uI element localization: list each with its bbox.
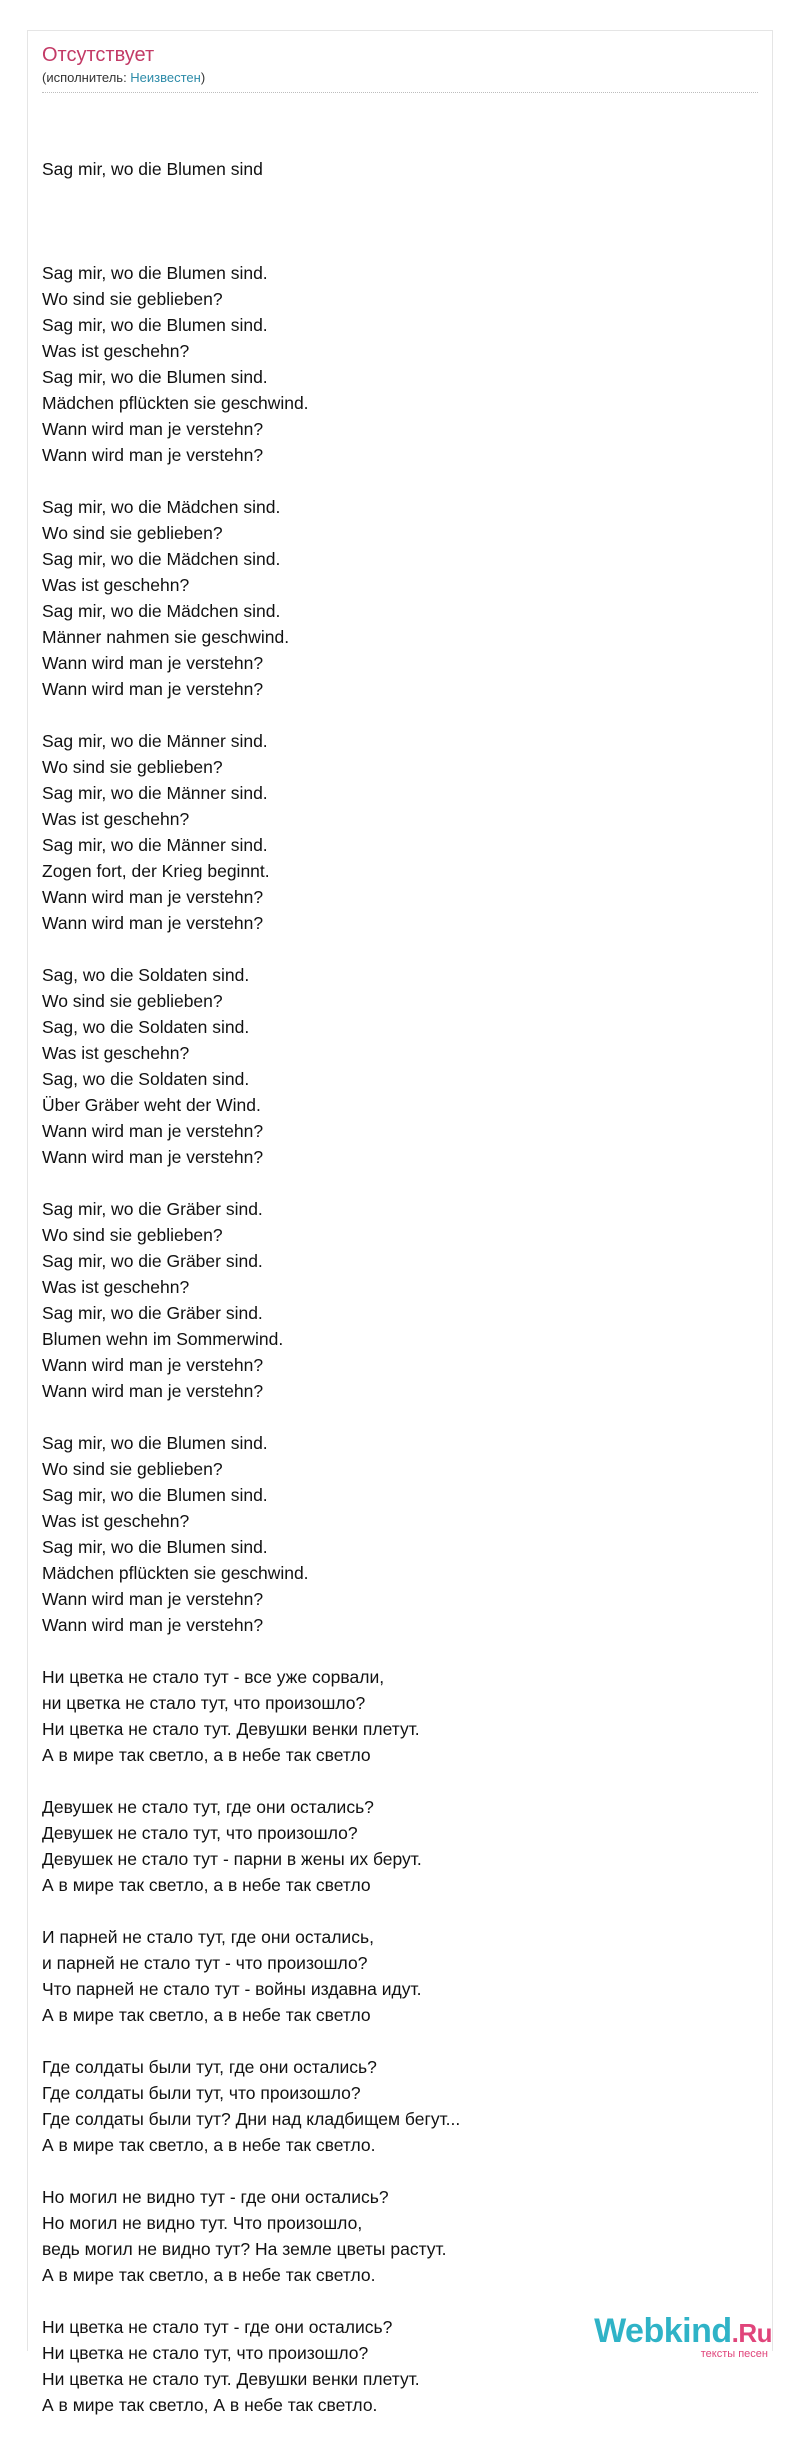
lyrics-line: Mädchen pflückten sie geschwind. <box>42 393 309 413</box>
lyrics-line: Blumen wehn im Sommerwind. <box>42 1329 284 1349</box>
lyrics-line: А в мире так светло, а в небе так светло <box>42 1745 371 1765</box>
lyrics-line: Где солдаты были тут? Дни над кладбищем бегут... <box>42 2109 461 2129</box>
lyrics-line: Wo sind sie geblieben? <box>42 1459 223 1479</box>
lyrics-stanza <box>42 2054 740 2158</box>
lyrics-line: Sag, wo die Soldaten sind. <box>42 1017 250 1037</box>
lyrics-line: Was ist geschehn? <box>42 809 190 829</box>
lyrics-line: А в мире так светло, а в небе так светло <box>42 1875 371 1895</box>
lyrics-line: Wann wird man je verstehn? <box>42 419 264 439</box>
artist-line <box>42 70 758 86</box>
lyrics-line: Sag mir, wo die Blumen sind. <box>42 263 268 283</box>
lyrics-line: Где солдаты были тут, что произошло? <box>42 2083 361 2103</box>
song-heading-block <box>42 156 740 182</box>
lyrics-stanza <box>42 728 740 936</box>
lyrics-line: Sag mir, wo die Blumen sind. <box>42 1433 268 1453</box>
lyrics-stanza <box>42 494 740 702</box>
lyrics-line: Wann wird man je verstehn? <box>42 1589 264 1609</box>
lyrics-line: Wo sind sie geblieben? <box>42 1225 223 1245</box>
lyrics-line: Wann wird man je verstehn? <box>42 653 264 673</box>
lyrics-line: ведь могил не видно тут? На земле цветы растут. <box>42 2239 447 2259</box>
lyrics-line: Sag, wo die Soldaten sind. <box>42 1069 250 1089</box>
lyrics-line: Sag mir, wo die Männer sind. <box>42 835 268 855</box>
lyrics-line: Ни цветка не стало тут - все уже сорвали, <box>42 1667 385 1687</box>
lyrics-line: Sag mir, wo die Mädchen sind. <box>42 601 281 621</box>
lyrics-line: Ни цветка не стало тут. Девушки венки плетут. <box>42 1719 420 1739</box>
lyrics-line: Wann wird man je verstehn? <box>42 1381 264 1401</box>
lyrics-line: А в мире так светло, а в небе так светло. <box>42 2265 376 2285</box>
lyrics-line: Wann wird man je verstehn? <box>42 887 264 907</box>
lyrics-line: Sag mir, wo die Blumen sind. <box>42 315 268 335</box>
lyrics-line: Sag mir, wo die Männer sind. <box>42 783 268 803</box>
lyrics-line: Девушек не стало тут - парни в жены их берут. <box>42 1849 422 1869</box>
lyrics-stanza <box>42 962 740 1170</box>
lyrics-line: Ни цветка не стало тут - где они остались? <box>42 2317 393 2337</box>
lyrics-line: Sag mir, wo die Gräber sind. <box>42 1251 263 1271</box>
logo-tagline: тексты песен <box>700 2348 768 2360</box>
lyrics-line: Wann wird man je verstehn? <box>42 1147 264 1167</box>
lyrics-line: Was ist geschehn? <box>42 575 190 595</box>
lyrics-line: А в мире так светло, а в небе так светло <box>42 2005 371 2025</box>
lyrics-line: Wann wird man je verstehn? <box>42 913 264 933</box>
lyrics-line: Sag mir, wo die Blumen sind. <box>42 1485 268 1505</box>
lyrics-line: Sag mir, wo die Blumen sind. <box>42 1537 268 1557</box>
lyrics-stanza <box>42 1430 740 1638</box>
lyrics-line: Wann wird man je verstehn? <box>42 1355 264 1375</box>
lyrics-line: Wo sind sie geblieben? <box>42 757 223 777</box>
logo-name: Webkind <box>594 2312 732 2350</box>
song-header <box>42 42 758 86</box>
lyrics-line: ни цветка не стало тут, что произошло? <box>42 1693 366 1713</box>
lyrics-line: Was ist geschehn? <box>42 1511 190 1531</box>
lyrics-line: Wo sind sie geblieben? <box>42 991 223 1011</box>
lyrics-line: Was ist geschehn? <box>42 341 190 361</box>
lyrics-line: Sag mir, wo die Männer sind. <box>42 731 268 751</box>
lyrics-line: Но могил не видно тут. Что произошло, <box>42 2213 363 2233</box>
song-heading: Sag mir, wo die Blumen sind <box>42 159 263 179</box>
lyrics-line: Zogen fort, der Krieg beginnt. <box>42 861 270 881</box>
artist-suffix: ) <box>200 70 206 85</box>
lyrics-line: Wo sind sie geblieben? <box>42 523 223 543</box>
lyrics-stanza <box>42 260 740 468</box>
lyrics-line: и парней не стало тут - что произошло? <box>42 1953 368 1973</box>
lyrics-stanza <box>42 1924 740 2028</box>
lyrics-line: Sag mir, wo die Blumen sind. <box>42 367 268 387</box>
lyrics-line: Где солдаты были тут, где они остались? <box>42 2057 377 2077</box>
lyrics-line: Wann wird man je verstehn? <box>42 679 264 699</box>
lyrics-stanza <box>42 1794 740 1898</box>
lyrics-line: А в мире так светло, а в небе так светло. <box>42 2135 376 2155</box>
logo-suffix: .Ru <box>731 2318 772 2348</box>
lyrics-line: Was ist geschehn? <box>42 1277 190 1297</box>
artist-prefix: (исполнитель: <box>42 70 131 85</box>
lyrics-line: Что парней не стало тут - войны издавна идут. <box>42 1979 422 1999</box>
site-logo[interactable] <box>594 2313 772 2360</box>
lyrics-line: Sag mir, wo die Mädchen sind. <box>42 497 281 517</box>
lyrics-line: А в мире так светло, А в небе так светло. <box>42 2395 378 2415</box>
lyrics-line: Но могил не видно тут - где они остались? <box>42 2187 389 2207</box>
lyrics-line: Sag mir, wo die Gräber sind. <box>42 1199 263 1219</box>
lyrics-stanza <box>42 1664 740 1768</box>
lyrics-line: Sag mir, wo die Mädchen sind. <box>42 549 281 569</box>
lyrics-line: Über Gräber weht der Wind. <box>42 1095 261 1115</box>
lyrics-stanza <box>42 2184 740 2288</box>
lyrics-line: Mädchen pflückten sie geschwind. <box>42 1563 309 1583</box>
lyrics-line: И парней не стало тут, где они остались, <box>42 1927 374 1947</box>
lyrics-line: Sag, wo die Soldaten sind. <box>42 965 250 985</box>
artist-link[interactable]: Неизвестен <box>130 70 201 85</box>
lyrics-stanza <box>42 1196 740 1404</box>
lyrics-line: Wo sind sie geblieben? <box>42 289 223 309</box>
header-divider <box>42 92 758 93</box>
lyrics-line: Девушек не стало тут, что произошло? <box>42 1823 358 1843</box>
logo-wordmark <box>594 2313 772 2351</box>
lyrics-line: Wann wird man je verstehn? <box>42 1121 264 1141</box>
lyrics-line: Wann wird man je verstehn? <box>42 445 264 465</box>
lyrics-line: Ни цветка не стало тут, что произошло? <box>42 2343 369 2363</box>
song-title: Отсутствует <box>42 44 155 66</box>
lyrics-line: Sag mir, wo die Gräber sind. <box>42 1303 263 1323</box>
lyrics-line: Девушек не стало тут, где они остались? <box>42 1797 374 1817</box>
lyrics-line: Ни цветка не стало тут. Девушки венки плетут. <box>42 2369 420 2389</box>
lyrics-line: Männer nahmen sie geschwind. <box>42 627 290 647</box>
lyrics-line: Was ist geschehn? <box>42 1043 190 1063</box>
lyrics-line: Wann wird man je verstehn? <box>42 1615 264 1635</box>
lyrics-text <box>42 104 740 2444</box>
